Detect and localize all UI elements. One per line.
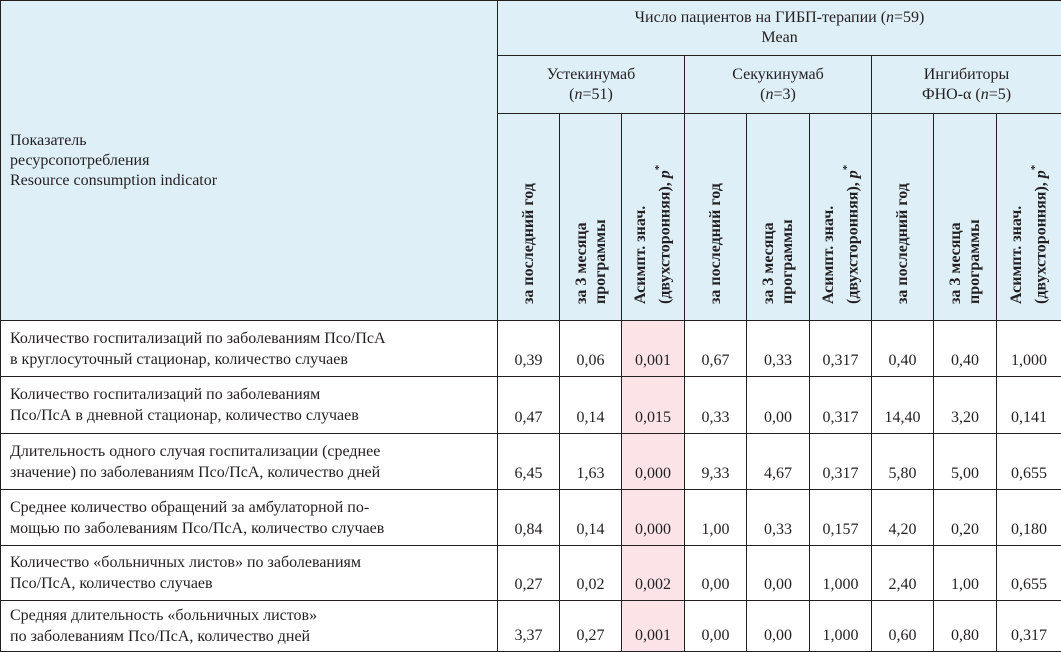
indicator-header-ru-2: ресурсопотребления xyxy=(10,151,497,171)
table-row xyxy=(1,601,1061,652)
row-label: Средняя длительность «больничных листов» по заболеваниям Псо/ПсА, количество дней xyxy=(1,601,498,652)
p-value-cell: 0,001 xyxy=(622,321,685,377)
patients-title: Число пациентов на ГИБП-терапии (n=59) xyxy=(498,8,1061,28)
value-cell: 3,20 xyxy=(934,377,997,434)
value-cell: 0,33 xyxy=(747,321,810,377)
p-value-cell: 0,000 xyxy=(622,434,685,490)
group-secukinumab: Секукинумаб (n=3) xyxy=(685,56,872,114)
value-cell: 9,33 xyxy=(685,434,747,490)
p-value-cell: 0,317 xyxy=(810,434,872,490)
p-value-cell: 0,655 xyxy=(997,434,1061,490)
row-label: Количество госпитализаций по заболеваниям Псо/ПсА в дневной стационар, количество случаев xyxy=(1,377,498,434)
subheader-last-year: за последний год xyxy=(685,114,747,321)
table-body xyxy=(1,321,1061,652)
value-cell: 0,27 xyxy=(498,546,560,601)
subheader-p-value: Асимпт. знач. (двухсторонняя), p* xyxy=(622,114,685,321)
value-cell: 0,00 xyxy=(747,377,810,434)
indicator-header-en: Resource consumption indicator xyxy=(10,171,497,191)
value-cell: 0,40 xyxy=(872,321,934,377)
p-value-cell: 0,002 xyxy=(622,546,685,601)
subheader-p-value: Асимпт. знач. (двухсторонняя), p* xyxy=(810,114,872,321)
value-cell: 0,06 xyxy=(560,321,622,377)
p-value-cell: 0,317 xyxy=(810,321,872,377)
group-tnf-inhibitors: Ингибиторы ФНО-α (n=5) xyxy=(872,56,1061,114)
value-cell: 6,45 xyxy=(498,434,560,490)
p-value-cell: 1,000 xyxy=(997,321,1061,377)
value-cell: 0,67 xyxy=(685,321,747,377)
p-value-cell: 0,157 xyxy=(810,490,872,546)
value-cell: 0,00 xyxy=(747,601,810,652)
value-cell: 14,40 xyxy=(872,377,934,434)
subheader-last-year: за последний год xyxy=(872,114,934,321)
indicator-header xyxy=(1,1,498,321)
p-value-cell: 0,317 xyxy=(810,377,872,434)
value-cell: 0,39 xyxy=(498,321,560,377)
p-value-cell: 0,001 xyxy=(622,601,685,652)
value-cell: 0,33 xyxy=(685,377,747,434)
value-cell: 5,00 xyxy=(934,434,997,490)
p-value-cell: 1,000 xyxy=(810,546,872,601)
indicator-header-ru-1: Показатель xyxy=(10,131,497,151)
value-cell: 0,33 xyxy=(747,490,810,546)
subheader-3-months: за 3 месяца программы xyxy=(560,114,622,321)
mean-label: Mean xyxy=(498,28,1061,48)
row-label: Количество госпитализаций по заболеваниям Псо/ПсА в круглосуточный стационар, количество случаев xyxy=(1,321,498,377)
value-cell: 0,80 xyxy=(934,601,997,652)
table-row xyxy=(1,321,1061,377)
p-value-cell: 0,180 xyxy=(997,490,1061,546)
value-cell: 1,00 xyxy=(685,490,747,546)
subheader-3-months: за 3 месяца программы xyxy=(934,114,997,321)
value-cell: 0,14 xyxy=(560,377,622,434)
value-cell: 5,80 xyxy=(872,434,934,490)
value-cell: 0,00 xyxy=(685,546,747,601)
p-value-cell: 0,655 xyxy=(997,546,1061,601)
value-cell: 0,14 xyxy=(560,490,622,546)
value-cell: 1,00 xyxy=(934,546,997,601)
value-cell: 1,63 xyxy=(560,434,622,490)
patients-header xyxy=(498,1,1061,56)
value-cell: 0,27 xyxy=(560,601,622,652)
value-cell: 0,00 xyxy=(685,601,747,652)
row-label: Среднее количество обращений за амбулаторной по- мощью по заболеваниям Псо/ПсА, количество случаев xyxy=(1,490,498,546)
table-row xyxy=(1,434,1061,490)
p-value-cell: 0,141 xyxy=(997,377,1061,434)
value-cell: 0,40 xyxy=(934,321,997,377)
p-value-cell: 0,015 xyxy=(622,377,685,434)
value-cell: 4,67 xyxy=(747,434,810,490)
row-label: Количество «больничных листов» по заболеваниям Псо/ПсА, количество случаев xyxy=(1,546,498,601)
table-header xyxy=(1,1,1061,321)
value-cell: 2,40 xyxy=(872,546,934,601)
table-row xyxy=(1,490,1061,546)
value-cell: 3,37 xyxy=(498,601,560,652)
p-value-cell: 0,317 xyxy=(997,601,1061,652)
value-cell: 0,02 xyxy=(560,546,622,601)
subheader-p-value: Асимпт. знач. (двухсторонняя), p* xyxy=(997,114,1061,321)
value-cell: 0,60 xyxy=(872,601,934,652)
value-cell: 0,84 xyxy=(498,490,560,546)
value-cell: 4,20 xyxy=(872,490,934,546)
p-value-cell: 0,000 xyxy=(622,490,685,546)
group-ustekinumab: Устекинумаб (n=51) xyxy=(498,56,685,114)
row-label: Длительность одного случая госпитализации (среднее значение) по заболеваниям Псо/ПсА, количество дней xyxy=(1,434,498,490)
p-value-cell: 1,000 xyxy=(810,601,872,652)
table-row xyxy=(1,377,1061,434)
table-row xyxy=(1,546,1061,601)
value-cell: 0,00 xyxy=(747,546,810,601)
value-cell: 0,20 xyxy=(934,490,997,546)
value-cell: 0,47 xyxy=(498,377,560,434)
subheader-last-year: за последний год xyxy=(498,114,560,321)
subheader-3-months: за 3 месяца программы xyxy=(747,114,810,321)
